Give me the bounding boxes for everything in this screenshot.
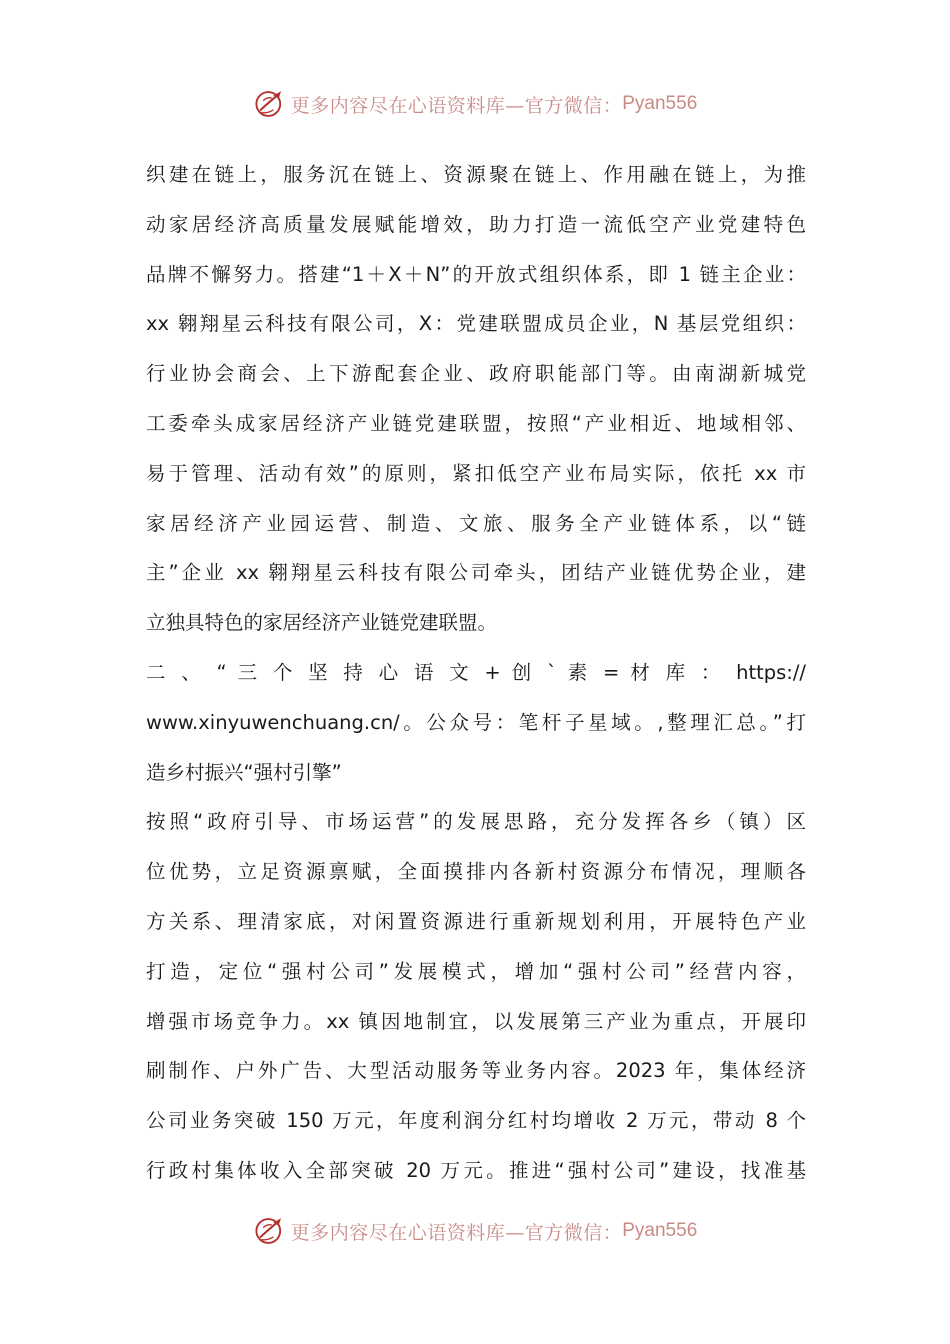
footer-brand-text: 更多内容尽在心语资料库—官方微信：	[290, 1221, 623, 1244]
body-line: 公司业务突破 150 万元，年度利润分红村均增收 2 万元，带动 8 个	[146, 1109, 806, 1133]
header-banner	[0, 84, 950, 124]
body-line: 织建在链上，服务沉在链上、资源聚在链上、作用融在链上，为推	[146, 163, 806, 186]
body-line: 行业协会商会、上下游配套企业、政府职能部门等。由南湖新城党	[146, 362, 806, 386]
body-line: 家居经济产业园运营、制造、文旅、服务全产业链体系，以“链	[146, 511, 806, 535]
body-line: 行政村集体收入全部突破 20 万元。推进“强村公司”建设，找准基	[146, 1158, 806, 1182]
body-line: 工委牵头成家居经济产业链党建联盟，按照“产业相近、地域相邻、	[146, 411, 806, 435]
body-line: 增强市场竞争力。xx 镇因地制宜，以发展第三产业为重点，开展印	[146, 1009, 806, 1033]
body-line: xx 翱翔星云科技有限公司，X：党建联盟成员企业，N 基层党组织：	[146, 312, 806, 336]
body-line: 易于管理、活动有效”的原则，紧扣低空产业布局实际，依托 xx 市	[146, 461, 806, 485]
section-heading-line: www.xinyuwenchuang.cn/。公众号：笔杆子星域。,整理汇总。”打	[146, 710, 806, 734]
body-line: 按照“政府引导、市场运营”的发展思路，充分发挥各乡（镇）区	[146, 810, 806, 834]
body-line: 品牌不懈努力。搭建“1＋X＋N”的开放式组织体系，即 1 链主企业：	[146, 262, 806, 286]
document-body	[146, 150, 806, 1196]
section-heading-line: 造乡村振兴“强村引擎”	[146, 760, 342, 784]
body-line: 动家居经济高质量发展赋能增效，助力打造一流低空产业党建特色	[146, 212, 806, 236]
body-line: 方关系、理清家底，对闲置资源进行重新规划利用，开展特色产业	[146, 909, 806, 933]
pen-logo-icon	[253, 87, 287, 121]
body-line: 刷制作、户外广告、大型活动服务等业务内容。2023 年，集体经济	[146, 1059, 806, 1083]
header-wechat-id: Pyan556	[622, 93, 698, 114]
footer-wechat-id: Pyan556	[622, 1220, 698, 1241]
header-brand-text: 更多内容尽在心语资料库—官方微信：	[290, 94, 623, 117]
pen-logo-icon	[253, 1214, 287, 1248]
footer-banner	[0, 1211, 950, 1251]
body-line: 立独具特色的家居经济产业链党建联盟。	[146, 611, 498, 635]
body-line: 位优势，立足资源禀赋，全面摸排内各新村资源分布情况，理顺各	[146, 860, 806, 884]
section-heading-line: 二 、 “ 三 个 坚 持 心 语 文 + 创 ` 素 = 材 库 ： https://	[146, 660, 806, 684]
body-line: 主”企业 xx 翱翔星云科技有限公司牵头，团结产业链优势企业，建	[146, 561, 806, 585]
body-line: 打造，定位“强村公司”发展模式，增加“强村公司”经营内容，	[146, 959, 806, 983]
